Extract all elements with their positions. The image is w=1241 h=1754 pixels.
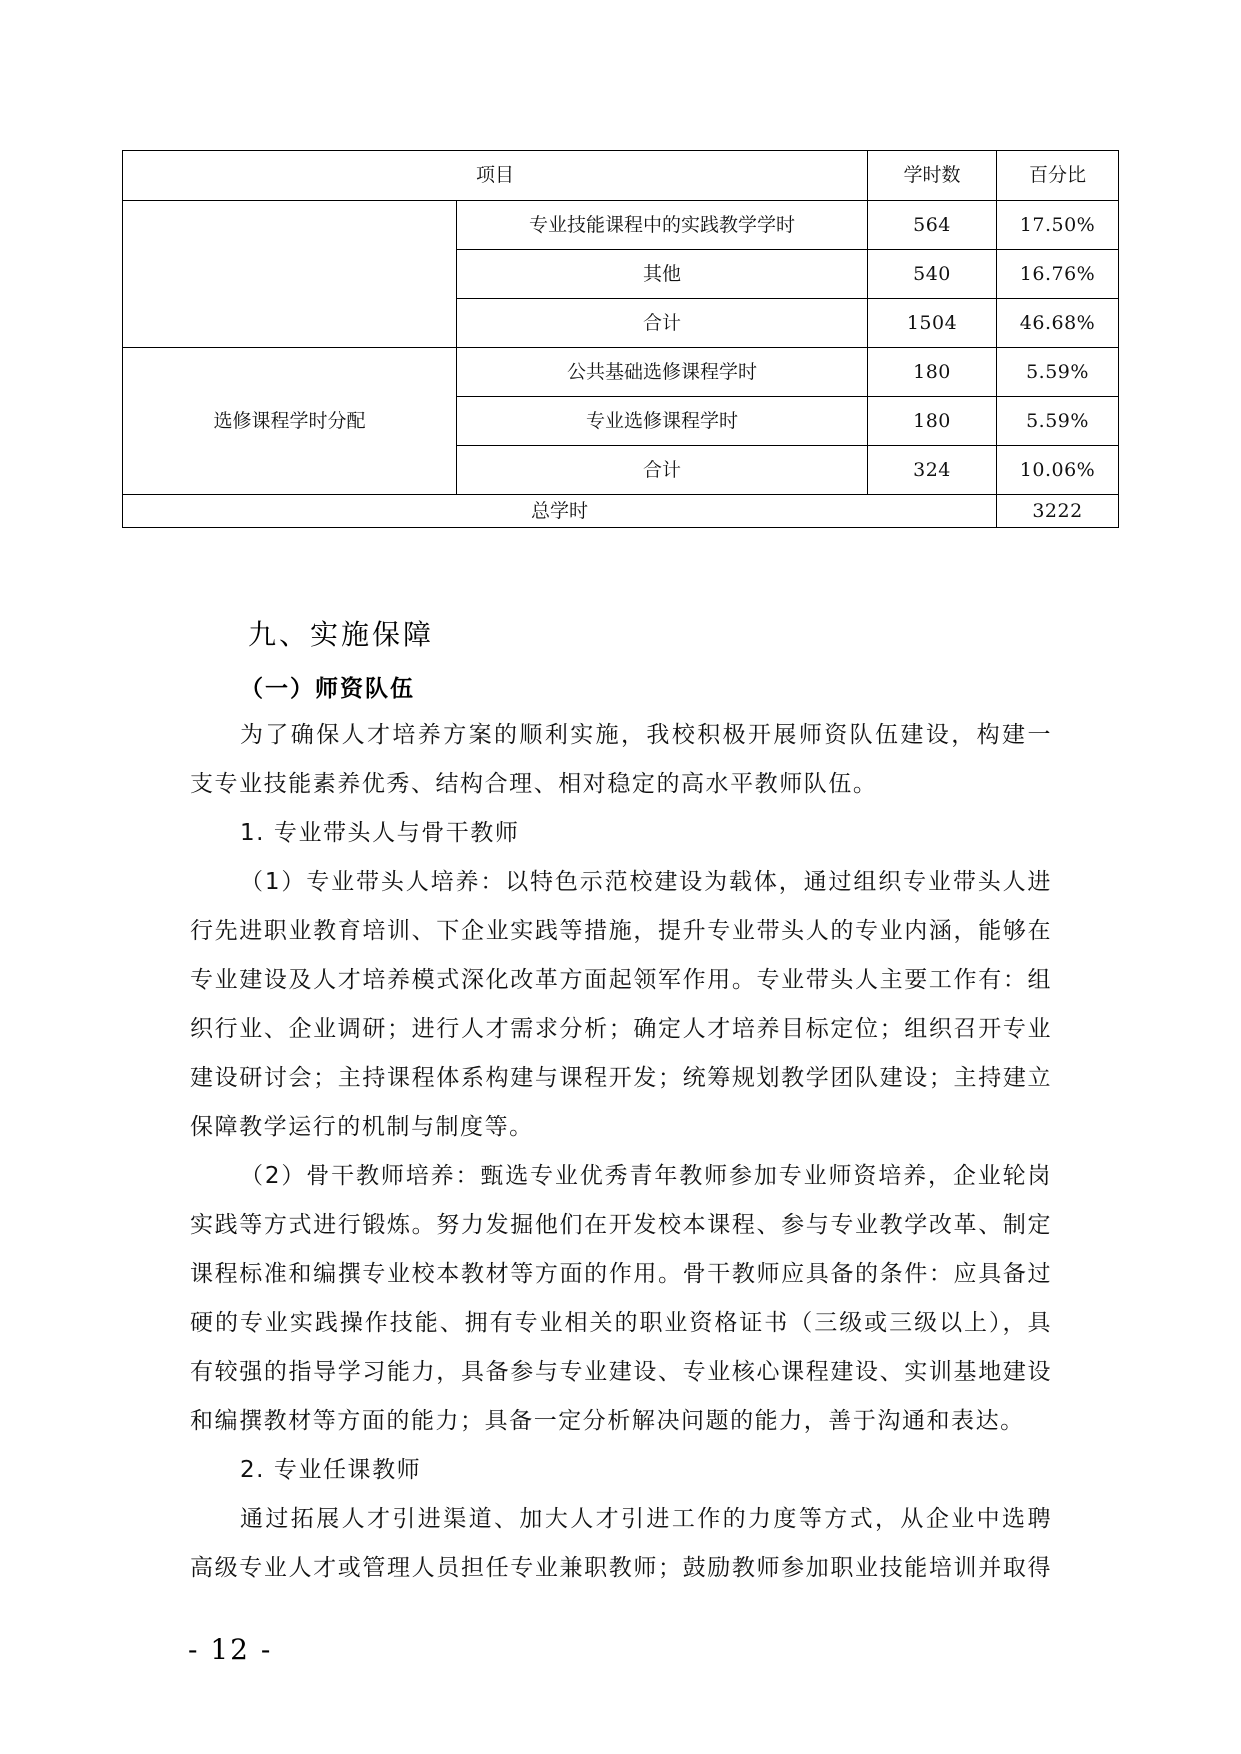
text-line: 建设研讨会；主持课程体系构建与课程开发；统筹规划教学团队建设；主持建立 [190,1065,1052,1091]
page-number: - 12 - [188,1633,273,1666]
text-line: 有较强的指导学习能力，具备参与专业建设、专业核心课程建设、实训基地建设 [190,1359,1052,1385]
row-percent: 5.59% [997,397,1119,446]
item-heading: 1. 专业带头人与骨干教师 [240,820,520,846]
row-hours: 324 [868,446,997,495]
text-line: 和编撰教材等方面的能力；具备一定分析解决问题的能力，善于沟通和表达。 [190,1408,1025,1434]
section-heading: 九、实施保障 [248,618,435,651]
row-item: 公共基础选修课程学时 [457,348,868,397]
item-heading: 2. 专业任课教师 [240,1457,422,1483]
row-percent: 16.76% [997,250,1119,299]
hours-distribution-table [122,150,1119,528]
row-hours: 564 [868,201,997,250]
row-item: 其他 [457,250,868,299]
text-line: 专业建设及人才培养模式深化改革方面起领军作用。专业带头人主要工作有：组 [190,967,1052,993]
text-line: 行先进职业教育培训、下企业实践等措施，提升专业带头人的专业内涵，能够在 [190,918,1052,944]
table-row [123,348,1119,397]
text-line: 为了确保人才培养方案的顺利实施，我校积极开展师资队伍建设，构建一 [240,722,1052,748]
group-label [123,201,457,348]
row-percent: 10.06% [997,446,1119,495]
row-hours: 1504 [868,299,997,348]
total-value: 3222 [997,495,1119,528]
subsection-heading: （一）师资队伍 [240,676,415,702]
text-line: 保障教学运行的机制与制度等。 [190,1114,534,1140]
header-item: 项目 [123,151,868,201]
text-line: 实践等方式进行锻炼。努力发掘他们在开发校本课程、参与专业教学改革、制定 [190,1212,1052,1238]
row-hours: 540 [868,250,997,299]
text-line: 高级专业人才或管理人员担任专业兼职教师；鼓励教师参加职业技能培训并取得 [190,1555,1052,1581]
text-line: 织行业、企业调研；进行人才需求分析；确定人才培养目标定位；组织召开专业 [190,1016,1052,1042]
group-label: 选修课程学时分配 [123,348,457,495]
header-percent: 百分比 [997,151,1119,201]
text-line: 课程标准和编撰专业校本教材等方面的作用。骨干教师应具备的条件：应具备过 [190,1261,1052,1287]
row-item: 合计 [457,299,868,348]
text-line: 支专业技能素养优秀、结构合理、相对稳定的高水平教师队伍。 [190,771,878,797]
row-percent: 46.68% [997,299,1119,348]
text-line: 硬的专业实践操作技能、拥有专业相关的职业资格证书（三级或三级以上），具 [190,1310,1052,1336]
text-line: 通过拓展人才引进渠道、加大人才引进工作的力度等方式，从企业中选聘 [240,1506,1052,1532]
table-total-row [123,495,1119,528]
row-item: 专业选修课程学时 [457,397,868,446]
text-line: （2）骨干教师培养：甄选专业优秀青年教师参加专业师资培养，企业轮岗 [240,1163,1052,1189]
header-hours: 学时数 [868,151,997,201]
row-percent: 5.59% [997,348,1119,397]
row-percent: 17.50% [997,201,1119,250]
total-label: 总学时 [123,495,997,528]
row-hours: 180 [868,397,997,446]
row-item: 合计 [457,446,868,495]
table-header-row [123,151,1119,201]
row-item: 专业技能课程中的实践教学学时 [457,201,868,250]
row-hours: 180 [868,348,997,397]
text-line: （1）专业带头人培养：以特色示范校建设为载体，通过组织专业带头人进 [240,869,1052,895]
table-row [123,201,1119,250]
